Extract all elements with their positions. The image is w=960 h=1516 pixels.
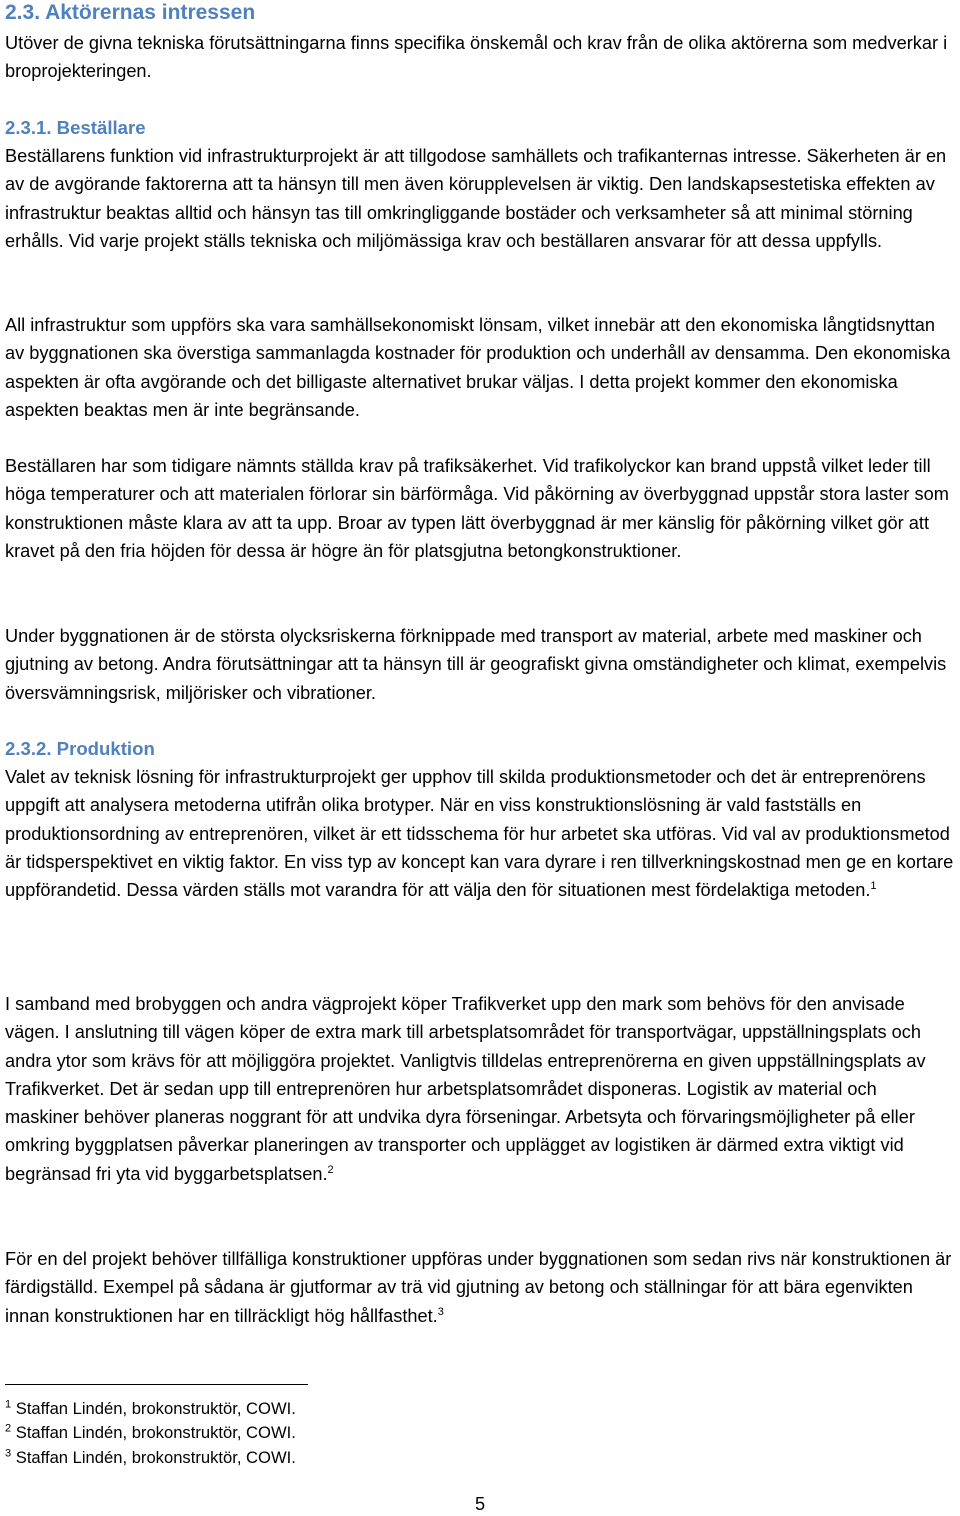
section-intro: Utöver de givna tekniska förutsättningarna finns specifika önskemål och krav från de olika aktörerna som medverkar i broprojekteringen. — [5, 33, 948, 82]
paragraph-text: Valet av teknisk lösning för infrastrukturprojekt ger upphov till skilda produktionsmetoder och det är entreprenörens uppgift att analysera metoderna utifrån olika brotyper. När en viss konstruktionslösning är vald fastställs en produktionsordning av entreprenören, vilket är ett tidsschema för hur arbetet ska utföras. Vid val av produktionsmetod är tidsperspektivet en viktig faktor. En viss typ av koncept kan vara dyrare i ren tillverkningskostnad men ge en kortare uppförandetid. Dessa värden ställs mot varandra för att välja den för situationen mest fördelaktiga metoden. — [5, 767, 954, 901]
paragraph-with-footnote-ref — [5, 1245, 955, 1330]
footnote-ref: 2 — [327, 1163, 334, 1176]
footnote — [5, 1421, 955, 1446]
footnote-separator — [5, 1384, 308, 1385]
paragraph: Under byggnationen är de största olycksriskerna förknippade med transport av material, arbete med maskiner och gjutning av betong. Andra förutsättningar att ta hänsyn till är geografiskt givna omständigheter och klimat, exempelvis översvämningsrisk, miljörisker och vibrationer. — [5, 626, 947, 703]
footnote-number: 2 — [5, 1422, 12, 1435]
footnote — [5, 1397, 955, 1422]
footnote-text: Staffan Lindén, brokonstruktör, COWI. — [15, 1448, 296, 1467]
footnote-text: Staffan Lindén, brokonstruktör, COWI. — [15, 1399, 296, 1418]
subsection-heading-bestallare: 2.3.1. Beställare — [5, 117, 146, 138]
footnote-ref: 3 — [437, 1305, 444, 1318]
footnote-text: Staffan Lindén, brokonstruktör, COWI. — [15, 1423, 296, 1442]
paragraph: Beställarens funktion vid infrastrukturprojekt är att tillgodose samhällets och trafikanternas intresse. Säkerheten är en av de avgörande faktorerna att ta hänsyn till men även körupplevelsen är viktig. Den landskapsestetiska effekten av infrastruktur beaktas alltid och hänsyn tas till omkringliggande bostäder och verksamheter så att minimal störning erhålls. Vid varje projekt ställs tekniska och miljömässiga krav och beställaren ansvarar för att dessa uppfylls. — [5, 146, 947, 251]
paragraph: Beställaren har som tidigare nämnts ställda krav på trafiksäkerhet. Vid trafikolyckor kan brand uppstå vilket leder till höga temperaturer och att materialen förlorar sin bärförmåga. Vid påkörning av överbyggnad uppstår stora laster som konstruktionen måste klara av att ta upp. Broar av typen lätt överbyggnad är mer känslig för påkörning vilket gör att kravet på den fria höjden för dessa är högre än för platsgjutna betongkonstruktioner. — [5, 456, 949, 561]
section-heading: 2.3. Aktörernas intressen — [5, 1, 256, 24]
footnote-number: 1 — [5, 1398, 12, 1411]
paragraph-text: I samband med brobyggen och andra vägprojekt köper Trafikverket upp den mark som behövs för den anvisade vägen. I anslutning till vägen köper de extra mark till arbetsplatsområdet för transportvägar, uppställningsplats och andra ytor som krävs för att möjliggöra projektet. Vanligtvis tilldelas entreprenörerna en given uppställningsplats av Trafikverket. Det är sedan upp till entreprenören hur arbetsplatsområdet disponeras. Logistik av material och maskiner behöver planeras noggrant för att undvika dyra förseningar. Arbetsyta och förvaringsmöjligheter på eller omkring byggplatsen påverkar planeringen av transporter och upplägget av logistiken är därmed extra viktigt vid begränsad fri yta vid byggarbetsplatsen. — [5, 994, 926, 1184]
paragraph: All infrastruktur som uppförs ska vara samhällsekonomiskt lönsam, vilket innebär att den ekonomiska långtidsnyttan av byggnationen ska överstiga sammanlagda kostnader för produktion och underhåll av densamma. Den ekonomiska aspekten är ofta avgörande och det billigaste alternativet brukar väljas. I detta projekt kommer den ekonomiska aspekten beaktas men är inte begränsande. — [5, 315, 951, 420]
footnote-ref: 1 — [870, 880, 877, 893]
subsection-heading-produktion: 2.3.2. Produktion — [5, 738, 155, 759]
paragraph-text: För en del projekt behöver tillfälliga konstruktioner uppföras under byggnationen som sedan rivs när konstruktionen är färdigställd. Exempel på sådana är gjutformar av trä vid gjutning av betong och ställningar för att bära egenvikten innan konstruktionen har en tillräckligt hög hållfasthet. — [5, 1249, 952, 1326]
footnote — [5, 1446, 955, 1471]
paragraph-with-footnote-ref — [5, 990, 955, 1188]
page-number: 5 — [474, 1494, 486, 1514]
paragraph-with-footnote-ref — [5, 763, 955, 904]
footnote-number: 3 — [5, 1447, 12, 1460]
